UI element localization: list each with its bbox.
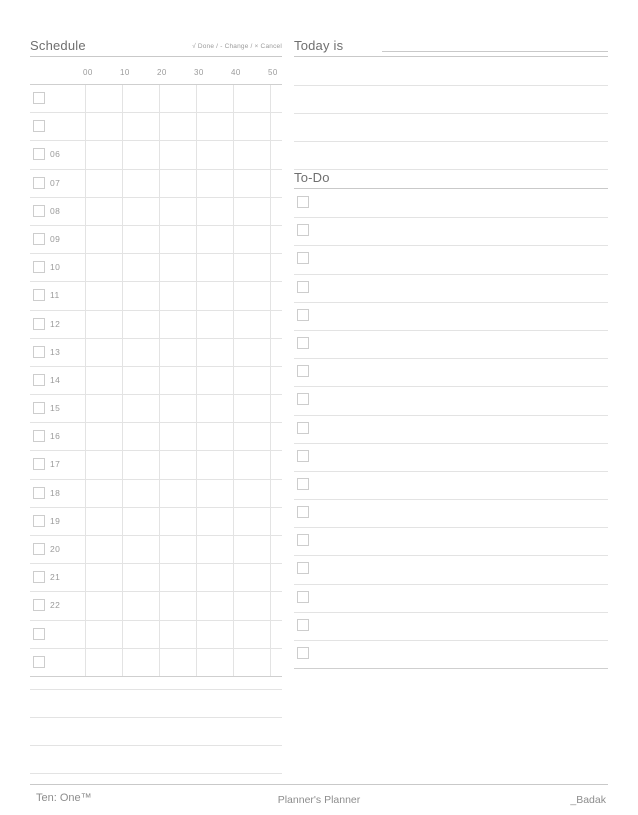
schedule-column-divider [270, 170, 271, 197]
schedule-row[interactable] [30, 226, 282, 254]
schedule-row-checkbox[interactable] [33, 599, 45, 611]
schedule-column-divider [122, 423, 123, 450]
schedule-row[interactable] [30, 339, 282, 367]
todo-list [294, 190, 608, 669]
schedule-column-divider [270, 423, 271, 450]
schedule-row[interactable] [30, 536, 282, 564]
minute-label-40: 40 [231, 68, 241, 77]
schedule-row-checkbox[interactable] [33, 177, 45, 189]
schedule-column-divider [85, 85, 86, 112]
schedule-column-divider [122, 339, 123, 366]
schedule-column-divider [196, 254, 197, 281]
schedule-column-divider [122, 113, 123, 140]
schedule-column-divider [196, 423, 197, 450]
schedule-column-divider [159, 170, 160, 197]
todo-underline [294, 188, 608, 189]
schedule-column-divider [233, 339, 234, 366]
todo-item[interactable] [294, 275, 608, 303]
schedule-column-divider [196, 395, 197, 422]
schedule-row[interactable] [30, 311, 282, 339]
schedule-column-divider [196, 592, 197, 619]
schedule-column-divider [233, 170, 234, 197]
schedule-column-divider [159, 254, 160, 281]
todo-item[interactable] [294, 444, 608, 472]
schedule-column-divider [122, 141, 123, 168]
schedule-column-divider [270, 226, 271, 253]
schedule-row-checkbox[interactable] [33, 515, 45, 527]
schedule-row-checkbox[interactable] [33, 92, 45, 104]
schedule-column-divider [159, 339, 160, 366]
schedule-column-divider [122, 367, 123, 394]
schedule-row[interactable] [30, 508, 282, 536]
todo-item[interactable] [294, 613, 608, 641]
schedule-column-divider [122, 564, 123, 591]
schedule-column-divider [233, 508, 234, 535]
todo-item-checkbox[interactable] [297, 506, 309, 518]
schedule-column-divider [85, 339, 86, 366]
schedule-column-divider [159, 480, 160, 507]
schedule-hour-label: 18 [50, 487, 61, 498]
schedule-hour-label: 19 [50, 515, 61, 526]
schedule-hour-label: 06 [50, 149, 61, 160]
today-line[interactable] [294, 142, 608, 170]
schedule-column-divider [159, 85, 160, 112]
schedule-row-checkbox[interactable] [33, 289, 45, 301]
schedule-column-divider [196, 451, 197, 478]
schedule-column-divider [85, 198, 86, 225]
footer-divider [30, 784, 608, 785]
todo-item[interactable] [294, 190, 608, 218]
todo-item-checkbox[interactable] [297, 365, 309, 377]
schedule-row-checkbox[interactable] [33, 430, 45, 442]
footer [30, 792, 608, 812]
footer-brand: Ten: One™ [36, 792, 92, 804]
schedule-column-divider [122, 480, 123, 507]
schedule-column-divider [85, 536, 86, 563]
todo-item-checkbox[interactable] [297, 224, 309, 236]
schedule-row-checkbox[interactable] [33, 233, 45, 245]
schedule-row[interactable] [30, 113, 282, 141]
today-title: Today is [294, 38, 344, 53]
schedule-row[interactable] [30, 198, 282, 226]
schedule-row-checkbox[interactable] [33, 148, 45, 160]
schedule-column-divider [196, 536, 197, 563]
today-line[interactable] [294, 86, 608, 114]
schedule-column-divider [159, 508, 160, 535]
schedule-column-divider [233, 621, 234, 648]
footer-title: Planner's Planner [277, 794, 361, 806]
schedule-column-divider [159, 564, 160, 591]
todo-item-checkbox[interactable] [297, 281, 309, 293]
todo-item[interactable] [294, 416, 608, 444]
schedule-column-divider [85, 254, 86, 281]
schedule-column-divider [270, 451, 271, 478]
schedule-column-divider [196, 141, 197, 168]
schedule-hour-label: 15 [50, 403, 61, 414]
schedule-column-divider [233, 395, 234, 422]
schedule-column-divider [233, 451, 234, 478]
schedule-column-divider [233, 198, 234, 225]
schedule-hour-label: 10 [50, 262, 61, 273]
schedule-title: Schedule [30, 38, 86, 53]
schedule-row-checkbox[interactable] [33, 120, 45, 132]
schedule-row-checkbox[interactable] [33, 487, 45, 499]
schedule-row-checkbox[interactable] [33, 543, 45, 555]
schedule-column-divider [196, 226, 197, 253]
schedule-column-divider [159, 282, 160, 309]
todo-item-checkbox[interactable] [297, 337, 309, 349]
schedule-column-divider [85, 480, 86, 507]
minute-label-00: 00 [83, 68, 93, 77]
todo-title: To-Do [294, 170, 330, 185]
today-header [294, 38, 608, 58]
schedule-column-divider [270, 85, 271, 112]
schedule-hour-label: 09 [50, 233, 61, 244]
schedule-hour-label: 20 [50, 544, 61, 554]
schedule-column-divider [233, 536, 234, 563]
schedule-hour-label: 21 [50, 572, 61, 583]
schedule-hour-label: 17 [50, 459, 61, 470]
schedule-column-divider [196, 198, 197, 225]
today-line[interactable] [294, 58, 608, 86]
schedule-row-checkbox[interactable] [33, 261, 45, 273]
todo-item-checkbox[interactable] [297, 591, 309, 603]
schedule-column-divider [85, 621, 86, 648]
schedule-column-divider [270, 367, 271, 394]
schedule-column-divider [122, 592, 123, 619]
schedule-column-divider [270, 480, 271, 507]
schedule-column-divider [270, 198, 271, 225]
today-head-row [294, 38, 608, 58]
schedule-row-checkbox[interactable] [33, 205, 45, 217]
schedule-column-divider [122, 621, 123, 648]
schedule-row-checkbox[interactable] [33, 458, 45, 470]
today-note-lines [294, 58, 608, 170]
todo-item-checkbox[interactable] [297, 562, 309, 574]
todo-item-checkbox[interactable] [297, 309, 309, 321]
todo-item-checkbox[interactable] [297, 450, 309, 462]
minute-label-20: 20 [157, 68, 167, 77]
todo-item-checkbox[interactable] [297, 252, 309, 264]
schedule-column-divider [159, 451, 160, 478]
todo-item-checkbox[interactable] [297, 534, 309, 546]
schedule-column-divider [270, 113, 271, 140]
todo-item-checkbox[interactable] [297, 422, 309, 434]
todo-item[interactable] [294, 641, 608, 669]
todo-header [294, 170, 608, 190]
schedule-column-divider [233, 113, 234, 140]
schedule-note-lines [30, 662, 282, 774]
schedule-row-checkbox[interactable] [33, 374, 45, 386]
schedule-column-divider [85, 311, 86, 338]
schedule-column-divider [233, 592, 234, 619]
schedule-row[interactable] [30, 170, 282, 198]
schedule-column-divider [196, 339, 197, 366]
schedule-column-divider [270, 564, 271, 591]
schedule-column-divider [233, 254, 234, 281]
schedule-column-divider [85, 113, 86, 140]
schedule-column-divider [122, 311, 123, 338]
today-line[interactable] [294, 114, 608, 142]
schedule-column-divider [196, 621, 197, 648]
schedule-column-divider [196, 170, 197, 197]
schedule-row[interactable] [30, 282, 282, 310]
minute-column-labels [30, 68, 282, 82]
schedule-column-divider [85, 451, 86, 478]
today-underline [294, 56, 608, 57]
schedule-column-divider [85, 141, 86, 168]
schedule-column-divider [196, 508, 197, 535]
schedule-head-row [30, 38, 282, 58]
schedule-column-divider [122, 198, 123, 225]
footer-author: _Badak [570, 794, 606, 806]
schedule-column-divider [85, 423, 86, 450]
today-value-underline [382, 51, 608, 52]
schedule-column-divider [270, 339, 271, 366]
schedule-row[interactable] [30, 367, 282, 395]
todo-item[interactable] [294, 585, 608, 613]
todo-item-checkbox[interactable] [297, 619, 309, 631]
schedule-column-divider [270, 592, 271, 619]
minute-label-10: 10 [120, 68, 130, 77]
schedule-hour-label: 07 [50, 177, 61, 188]
todo-item[interactable] [294, 218, 608, 246]
schedule-underline [30, 56, 282, 57]
schedule-row[interactable] [30, 480, 282, 508]
schedule-column-divider [159, 113, 160, 140]
schedule-column-divider [270, 621, 271, 648]
schedule-column-divider [233, 226, 234, 253]
note-line[interactable] [30, 718, 282, 746]
note-line[interactable] [30, 746, 282, 774]
todo-item[interactable] [294, 246, 608, 274]
schedule-column-divider [233, 367, 234, 394]
schedule-column-divider [233, 480, 234, 507]
schedule-column-divider [85, 367, 86, 394]
schedule-row[interactable] [30, 395, 282, 423]
schedule-column-divider [159, 423, 160, 450]
note-line[interactable] [30, 690, 282, 718]
schedule-row[interactable] [30, 423, 282, 451]
schedule-row-checkbox[interactable] [33, 628, 45, 640]
schedule-hour-label: 16 [50, 431, 61, 442]
note-line[interactable] [30, 662, 282, 690]
schedule-row[interactable] [30, 592, 282, 620]
schedule-column-divider [270, 536, 271, 563]
todo-item[interactable] [294, 556, 608, 584]
todo-item-checkbox[interactable] [297, 196, 309, 208]
todo-item-checkbox[interactable] [297, 393, 309, 405]
schedule-hour-label: 13 [50, 346, 61, 357]
schedule-legend: √ Done / - Change / × Cancel [192, 43, 282, 50]
schedule-column-divider [270, 141, 271, 168]
schedule-column-divider [159, 311, 160, 338]
schedule-column-divider [85, 564, 86, 591]
schedule-column-divider [122, 395, 123, 422]
schedule-column-divider [233, 423, 234, 450]
schedule-column-divider [85, 170, 86, 197]
schedule-column-divider [122, 536, 123, 563]
todo-item[interactable] [294, 472, 608, 500]
schedule-column-divider [270, 395, 271, 422]
schedule-hour-label: 14 [50, 374, 61, 385]
schedule-hour-label: 22 [50, 600, 61, 611]
schedule-column-divider [122, 508, 123, 535]
schedule-column-divider [233, 311, 234, 338]
schedule-column-divider [196, 113, 197, 140]
schedule-hour-label: 12 [50, 318, 61, 329]
schedule-row[interactable] [30, 254, 282, 282]
schedule-column-divider [85, 282, 86, 309]
schedule-column-divider [122, 254, 123, 281]
schedule-column-divider [159, 536, 160, 563]
todo-item[interactable] [294, 528, 608, 556]
schedule-column-divider [159, 395, 160, 422]
schedule-column-divider [233, 141, 234, 168]
schedule-column-divider [159, 621, 160, 648]
schedule-column-divider [270, 282, 271, 309]
todo-item[interactable] [294, 359, 608, 387]
schedule-column-divider [159, 198, 160, 225]
todo-item[interactable] [294, 303, 608, 331]
schedule-column-divider [196, 311, 197, 338]
schedule-grid [30, 84, 282, 652]
schedule-column-divider [196, 85, 197, 112]
schedule-column-divider [196, 367, 197, 394]
todo-item[interactable] [294, 331, 608, 359]
schedule-column-divider [159, 592, 160, 619]
schedule-row-checkbox[interactable] [33, 318, 45, 330]
schedule-column-divider [233, 564, 234, 591]
schedule-row[interactable] [30, 84, 282, 113]
schedule-column-divider [122, 85, 123, 112]
schedule-row-checkbox[interactable] [33, 346, 45, 358]
schedule-hour-label: 11 [50, 290, 60, 301]
schedule-column-divider [122, 451, 123, 478]
schedule-column-divider [159, 226, 160, 253]
todo-item[interactable] [294, 387, 608, 415]
schedule-column-divider [159, 141, 160, 168]
schedule-row-checkbox[interactable] [33, 402, 45, 414]
todo-head-row [294, 170, 608, 190]
schedule-column-divider [85, 226, 86, 253]
todo-item[interactable] [294, 500, 608, 528]
schedule-row[interactable] [30, 564, 282, 592]
schedule-column-divider [122, 170, 123, 197]
schedule-row-checkbox[interactable] [33, 571, 45, 583]
schedule-row[interactable] [30, 141, 282, 169]
todo-item-checkbox[interactable] [297, 478, 309, 490]
schedule-column-divider [270, 254, 271, 281]
schedule-hour-label: 08 [50, 205, 61, 216]
schedule-column-divider [196, 282, 197, 309]
schedule-row[interactable] [30, 621, 282, 649]
schedule-column-divider [270, 508, 271, 535]
schedule-column-divider [233, 282, 234, 309]
schedule-column-divider [85, 395, 86, 422]
schedule-column-divider [233, 85, 234, 112]
schedule-column-divider [85, 508, 86, 535]
todo-item-checkbox[interactable] [297, 647, 309, 659]
schedule-column-divider [122, 226, 123, 253]
schedule-row[interactable] [30, 451, 282, 479]
schedule-column-divider [270, 311, 271, 338]
minute-label-50: 50 [268, 68, 278, 77]
schedule-column-divider [196, 480, 197, 507]
schedule-column-divider [122, 282, 123, 309]
schedule-column-divider [159, 367, 160, 394]
schedule-header [30, 38, 282, 58]
schedule-column-divider [196, 564, 197, 591]
schedule-column-divider [85, 592, 86, 619]
minute-label-30: 30 [194, 68, 204, 77]
